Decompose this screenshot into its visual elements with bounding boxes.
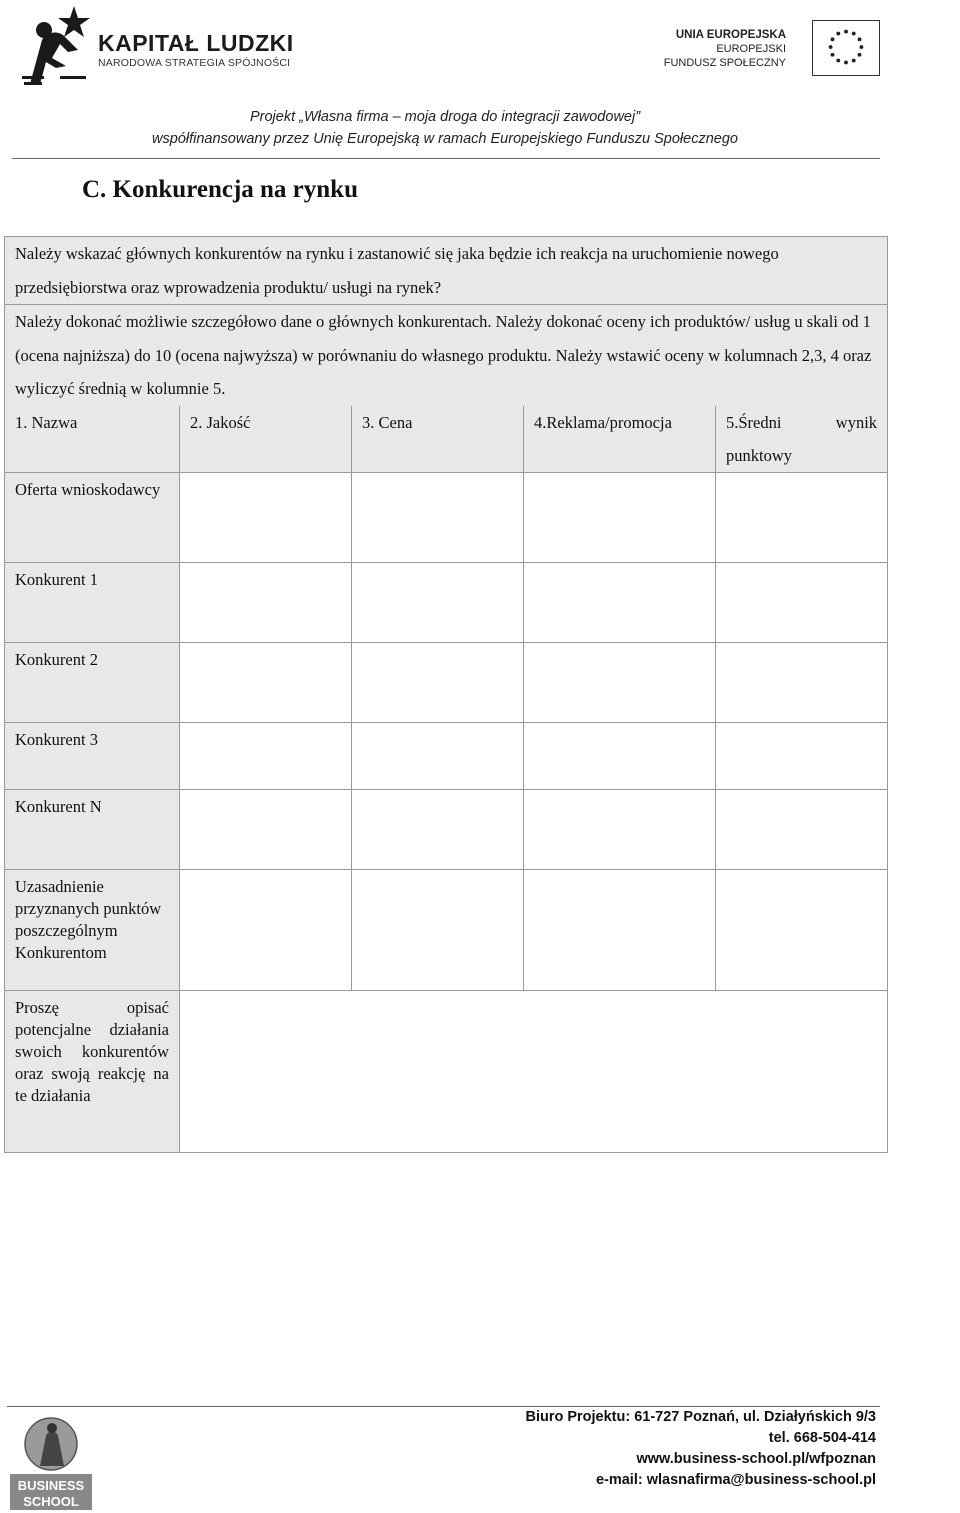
column-header-row xyxy=(5,406,888,473)
eu-flag-icon xyxy=(812,20,880,76)
row-label-competitor-n: Konkurent N xyxy=(5,789,180,869)
page-number-label xyxy=(920,1310,960,1430)
kapital-ludzki-logo-icon xyxy=(20,4,90,90)
instructions-para1: Należy wskazać głównych konkurentów na rynku i zastanowić się jaka będzie ich reakcja na uruchomienie nowego przedsiębiorstwa oraz wprowadzenia produktu/ usługi na rynek? xyxy=(5,237,888,305)
table-row xyxy=(5,722,888,789)
col-header-average-score: 5.Średni wynik punktowy xyxy=(716,406,888,473)
table-row xyxy=(5,562,888,642)
row-label-competitor-3: Konkurent 3 xyxy=(5,722,180,789)
bs-logo-text-1: BUSINESS xyxy=(17,1478,85,1493)
footer-address: Biuro Projektu: 61-727 Poznań, ul. Działyńskich 9/3 xyxy=(525,1409,876,1425)
kl-title: KAPITAŁ LUDZKI xyxy=(98,30,294,56)
cell-advertising[interactable] xyxy=(524,869,716,990)
project-cofinancing: współfinansowany przez Unię Europejską w ramach Europejskiego Funduszu Społecznego xyxy=(152,131,738,147)
col-header-quality: 2. Jakość xyxy=(180,406,352,473)
footer-email-link[interactable]: e-mail: wlasnafirma@business-school.pl xyxy=(595,1472,876,1488)
cell-average[interactable] xyxy=(716,562,888,642)
cell-average[interactable] xyxy=(716,642,888,722)
col-header-price: 3. Cena xyxy=(352,406,524,473)
cell-quality[interactable] xyxy=(180,722,352,789)
cell-average[interactable] xyxy=(716,472,888,562)
project-title: Projekt „Własna firma – moja droga do integracji zawodowej” xyxy=(249,109,641,125)
cell-average[interactable] xyxy=(716,789,888,869)
cell-competitor-actions-answer[interactable] xyxy=(180,990,888,1152)
cell-quality[interactable] xyxy=(180,472,352,562)
table-row xyxy=(5,869,888,990)
cell-price[interactable] xyxy=(352,472,524,562)
eu-label xyxy=(664,28,786,70)
eu-line3: FUNDUSZ SPOŁECZNY xyxy=(663,57,786,69)
eu-line1: UNIA EUROPEJSKA xyxy=(675,29,786,41)
cell-price[interactable] xyxy=(352,642,524,722)
cell-quality[interactable] xyxy=(180,642,352,722)
cell-price[interactable] xyxy=(352,869,524,990)
business-school-logo-icon xyxy=(10,1414,92,1510)
table-row xyxy=(5,789,888,869)
cell-quality[interactable] xyxy=(180,869,352,990)
cell-quality[interactable] xyxy=(180,562,352,642)
cell-average[interactable] xyxy=(716,722,888,789)
cell-advertising[interactable] xyxy=(524,722,716,789)
footer-contact xyxy=(525,1407,876,1491)
cell-price[interactable] xyxy=(352,562,524,642)
col-header-name: 1. Nazwa xyxy=(5,406,180,473)
cell-advertising[interactable] xyxy=(524,472,716,562)
row-label-applicant-offer: Oferta wnioskodawcy xyxy=(5,472,180,562)
instructions-para2: Należy dokonać możliwie szczegółowo dane o głównych konkurentach. Należy dokonać oceny ich produktów/ usług u skali od 1 (ocena najniższa) do 10 (ocena najwyższa) w porównaniu do własnego produktu. Należy wstawić oceny w kolumnach 2,3, 4 oraz wyliczyć średnią w kolumnie 5. xyxy=(5,305,888,406)
instructions-row-2 xyxy=(5,305,888,406)
competition-table xyxy=(4,236,888,1153)
row-label-competitor-2: Konkurent 2 xyxy=(5,642,180,722)
row-label-competitor-1: Konkurent 1 xyxy=(5,562,180,642)
header-divider xyxy=(12,158,880,159)
section-title: C. Konkurencja na rynku xyxy=(82,176,358,203)
kl-subtitle: NARODOWA STRATEGIA SPÓJNOŚCI xyxy=(98,57,291,69)
footer-website-link[interactable]: www.business-school.pl/wfpoznan xyxy=(636,1451,876,1467)
bs-logo-text-2: SCHOOL xyxy=(23,1494,79,1509)
instructions-row-1 xyxy=(5,237,888,305)
table-row xyxy=(5,990,888,1152)
cell-advertising[interactable] xyxy=(524,562,716,642)
col-header-advertising: 4.Reklama/promocja xyxy=(524,406,716,473)
row-label-competitor-actions: Proszę opisać potencjalne działania swoich konkurentów oraz swoją reakcję na te działania xyxy=(5,990,180,1152)
cell-quality[interactable] xyxy=(180,789,352,869)
cell-advertising[interactable] xyxy=(524,789,716,869)
cell-price[interactable] xyxy=(352,789,524,869)
table-row xyxy=(5,642,888,722)
table-row xyxy=(5,472,888,562)
row-label-justification: Uzasadnienie przyznanych punktów poszczególnym Konkurentom xyxy=(5,869,180,990)
cell-average[interactable] xyxy=(716,869,888,990)
cell-advertising[interactable] xyxy=(524,642,716,722)
eu-line2: EUROPEJSKI xyxy=(716,43,786,55)
footer-phone: tel. 668-504-414 xyxy=(768,1430,876,1446)
cell-price[interactable] xyxy=(352,722,524,789)
